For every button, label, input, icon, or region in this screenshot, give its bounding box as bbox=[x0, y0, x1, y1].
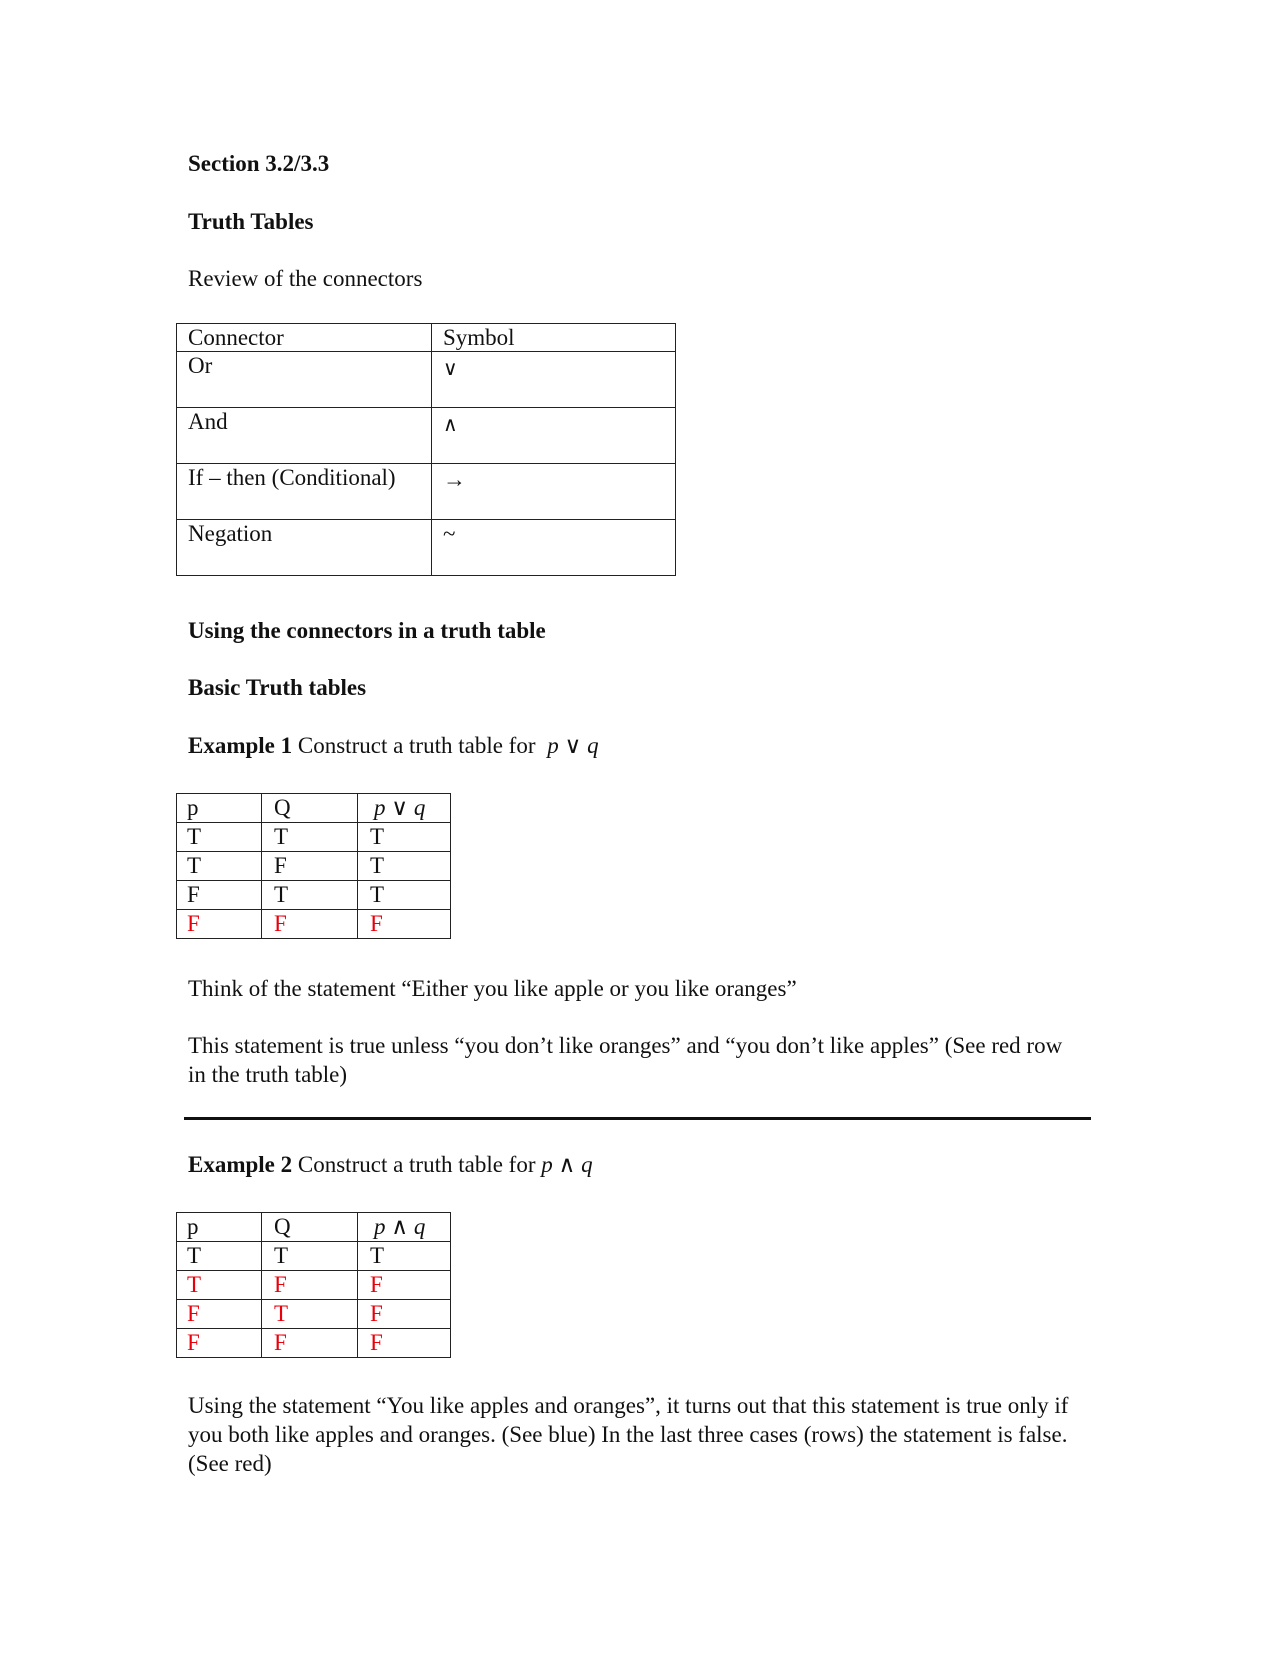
example2-truth-table bbox=[176, 1212, 451, 1358]
cell: F bbox=[262, 852, 358, 881]
basic-heading: Basic Truth tables bbox=[188, 675, 367, 700]
example2-prompt bbox=[188, 1152, 593, 1178]
connector-name: Negation bbox=[177, 520, 432, 576]
connectors-table bbox=[176, 323, 676, 576]
cell: T bbox=[177, 1242, 262, 1271]
cell: F bbox=[358, 1329, 451, 1358]
connector-header: Connector bbox=[177, 324, 432, 352]
cell: F bbox=[358, 910, 451, 939]
cell: F bbox=[358, 1271, 451, 1300]
using-heading: Using the connectors in a truth table bbox=[188, 618, 546, 643]
example2-expr: p ∧ q bbox=[541, 1152, 593, 1177]
table-row bbox=[177, 823, 451, 852]
table-row-highlighted bbox=[177, 910, 451, 939]
cell: T bbox=[358, 1242, 451, 1271]
table-row bbox=[177, 852, 451, 881]
example1-note1: Think of the statement “Either you like apple or you like oranges” bbox=[188, 976, 797, 1001]
example2-note: Using the statement “You like apples and oranges”, it turns out that this statement is true only if you both like apples and oranges. (See blue) In the last three cases (rows) the statement is false. (See red) bbox=[188, 1393, 1069, 1476]
connector-name: And bbox=[177, 408, 432, 464]
connector-name: Or bbox=[177, 352, 432, 408]
table-row bbox=[177, 881, 451, 910]
topic-title: Truth Tables bbox=[188, 209, 314, 234]
cell: T bbox=[177, 823, 262, 852]
col-header-q: Q bbox=[262, 1213, 358, 1242]
connector-symbol: ∨ bbox=[432, 352, 676, 408]
cell: T bbox=[177, 1271, 262, 1300]
cell: T bbox=[262, 1242, 358, 1271]
cell: F bbox=[262, 1271, 358, 1300]
col-header-expr: p ∨ q bbox=[358, 794, 451, 823]
table-row bbox=[177, 1242, 451, 1271]
section-divider bbox=[184, 1117, 1091, 1120]
cell: F bbox=[262, 910, 358, 939]
connector-symbol: ~ bbox=[432, 520, 676, 576]
review-intro: Review of the connectors bbox=[188, 266, 423, 291]
cell: F bbox=[177, 1329, 262, 1358]
connector-name: If – then (Conditional) bbox=[177, 464, 432, 520]
cell: F bbox=[177, 1300, 262, 1329]
cell: F bbox=[177, 910, 262, 939]
cell: T bbox=[262, 1300, 358, 1329]
col-header-q: Q bbox=[262, 794, 358, 823]
cell: T bbox=[262, 823, 358, 852]
col-header-expr: p ∧ q bbox=[358, 1213, 451, 1242]
cell: T bbox=[262, 881, 358, 910]
cell: T bbox=[358, 852, 451, 881]
example1-text: Construct a truth table for bbox=[297, 733, 536, 758]
cell: T bbox=[358, 823, 451, 852]
connector-symbol: → bbox=[432, 464, 676, 520]
connector-symbol: ∧ bbox=[432, 408, 676, 464]
table-row-highlighted bbox=[177, 1300, 451, 1329]
example2-label: Example 2 bbox=[188, 1152, 293, 1177]
example1-label: Example 1 bbox=[188, 733, 293, 758]
example1-truth-table bbox=[176, 793, 451, 939]
example1-prompt bbox=[188, 733, 599, 759]
cell: F bbox=[177, 881, 262, 910]
table-row-highlighted bbox=[177, 1329, 451, 1358]
cell: F bbox=[262, 1329, 358, 1358]
cell: F bbox=[358, 1300, 451, 1329]
cell: T bbox=[358, 881, 451, 910]
section-title: Section 3.2/3.3 bbox=[188, 151, 330, 176]
example1-expr: p ∨ q bbox=[547, 733, 599, 758]
cell: T bbox=[177, 852, 262, 881]
col-header-p: p bbox=[177, 794, 262, 823]
example1-note2: This statement is true unless “you don’t like oranges” and “you don’t like apples” (See red row in the truth table) bbox=[188, 1033, 1063, 1087]
example2-text: Construct a truth table for bbox=[297, 1152, 536, 1177]
symbol-header: Symbol bbox=[432, 324, 676, 352]
col-header-p: p bbox=[177, 1213, 262, 1242]
table-row-highlighted bbox=[177, 1271, 451, 1300]
